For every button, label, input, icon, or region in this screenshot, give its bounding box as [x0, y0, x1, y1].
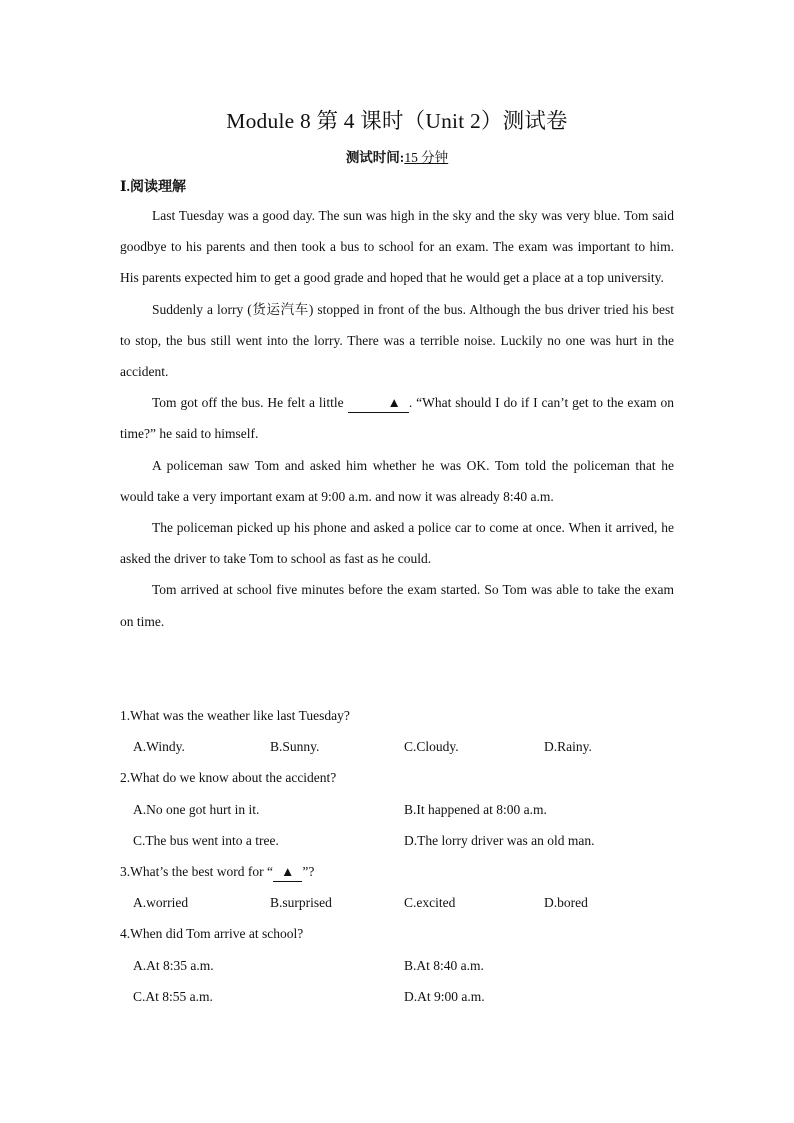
question-2-options-row-2 — [120, 825, 674, 856]
paragraph-3-text-after: . “What should I do if I can’t get to the exam on time?” he said to himself. — [120, 395, 674, 442]
question-3-text-after: ”? — [302, 863, 315, 879]
test-time-value: 15 分钟 — [404, 150, 449, 165]
option-b: B.At 8:40 a.m. — [404, 957, 484, 973]
question-1-stem: 1.What was the weather like last Tuesday? — [120, 708, 350, 723]
option-c: C.excited — [404, 895, 456, 911]
question-2-options-row-1 — [120, 794, 674, 825]
question-1-options — [120, 731, 674, 762]
passage-paragraph-1: Last Tuesday was a good day. The sun was high in the sky and the sky was very blue. Tom said goodbye to his parents and then took a bus to school for an exam. The exam was important to him. His parents expected him to get a good grade and hoped that he would get a place at a top university. — [120, 208, 674, 286]
question-3-options — [120, 887, 674, 918]
passage-paragraph-2: Suddenly a lorry (货运汽车) stopped in front of the bus. Although the bus driver tried his best to stop, the bus still went into the lorry. There was a terrible noise. Luckily no one was hurt in the accident. — [120, 301, 674, 380]
question-4-stem: 4.When did Tom arrive at school? — [120, 926, 304, 942]
option-a: A.worried — [133, 895, 189, 911]
passage-paragraph-3 — [120, 387, 674, 449]
option-a: A.Windy. — [133, 739, 185, 755]
reading-passage — [120, 200, 674, 637]
question-list — [120, 700, 674, 1012]
question-4-options-row-1 — [120, 950, 674, 981]
answer-blank: ▲ — [273, 863, 302, 882]
option-c: C.Cloudy. — [404, 739, 459, 755]
paragraph-3-text-before: Tom got off the bus. He felt a little — [152, 395, 348, 411]
section-heading: Ⅰ.阅读理解 — [120, 180, 187, 195]
page-title: Module 8 第 4 课时（Unit 2）测试卷 — [226, 109, 568, 133]
test-time — [120, 146, 674, 166]
option-b: B.surprised — [270, 895, 332, 911]
passage-paragraph-4: A policeman saw Tom and asked him whether he was OK. Tom told the policeman that he would take a very important exam at 9:00 a.m. and now it was already 8:40 a.m. — [120, 457, 674, 504]
option-c: C.The bus went into a tree. — [133, 832, 279, 848]
option-a: A.At 8:35 a.m. — [133, 957, 214, 973]
option-b: B.It happened at 8:00 a.m. — [404, 801, 547, 817]
question-3-stem — [120, 856, 674, 887]
test-time-label: 测试时间: — [345, 150, 405, 165]
answer-blank: ▲ — [348, 394, 409, 413]
passage-paragraph-5: The policeman picked up his phone and asked a police car to come at once. When it arrived, he asked the driver to take Tom to school as fast as he could. — [120, 520, 674, 567]
passage-paragraph-6: Tom arrived at school five minutes before the exam started. So Tom was able to take the exam on time. — [120, 582, 674, 629]
option-d: D.bored — [544, 895, 588, 911]
question-2-stem: 2.What do we know about the accident? — [120, 770, 337, 786]
option-b: B.Sunny. — [270, 739, 320, 755]
question-4-options-row-2 — [120, 981, 674, 1012]
option-d: D.The lorry driver was an old man. — [404, 832, 595, 848]
option-c: C.At 8:55 a.m. — [133, 988, 213, 1004]
question-3-text-before: 3.What’s the best word for “ — [120, 863, 273, 879]
option-a: A.No one got hurt in it. — [133, 801, 260, 817]
option-d: D.At 9:00 a.m. — [404, 988, 485, 1004]
option-d: D.Rainy. — [544, 739, 592, 755]
